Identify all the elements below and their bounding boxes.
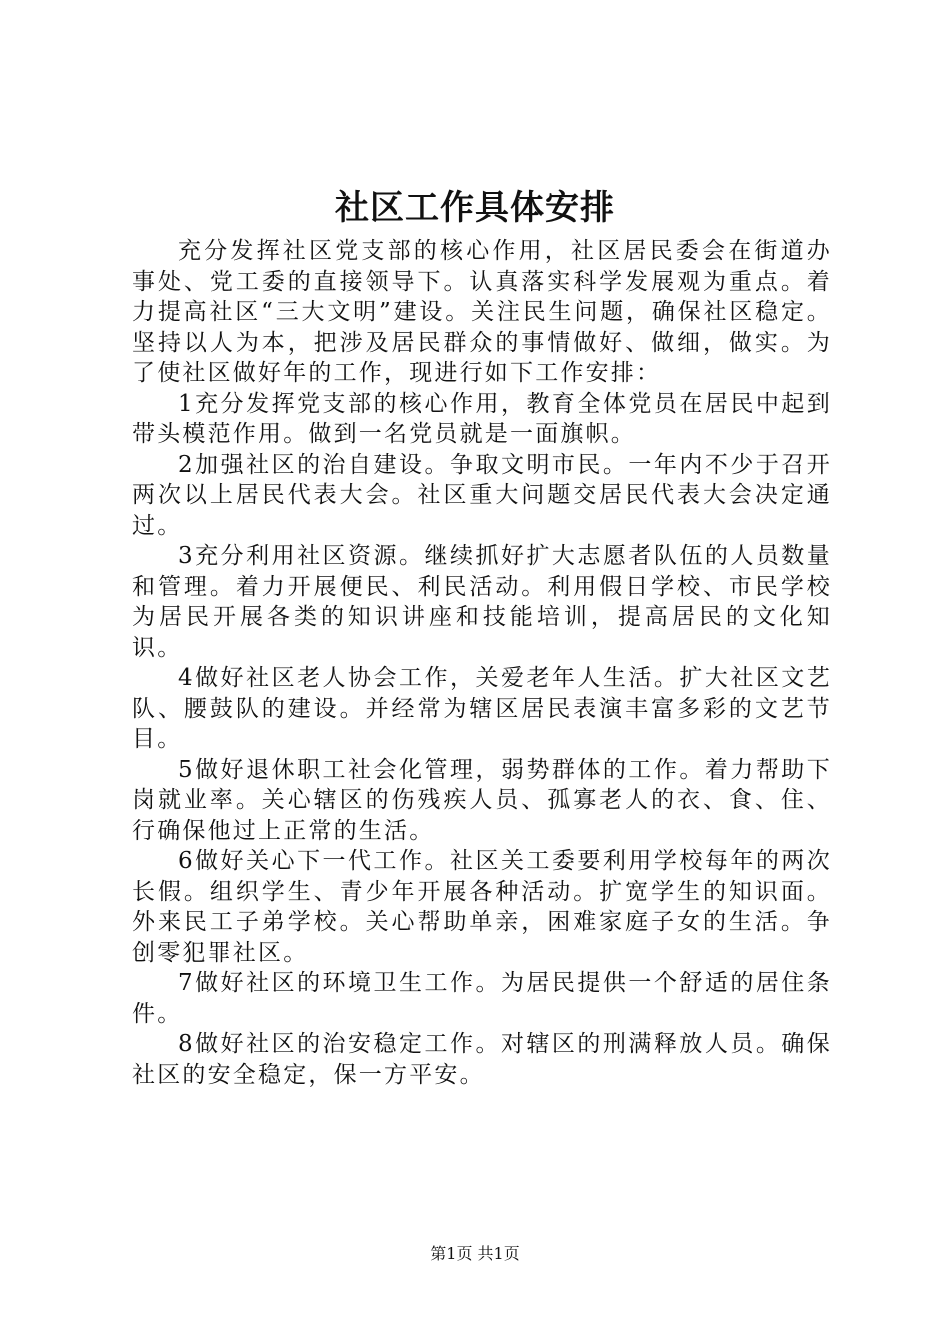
paragraph-item-8: 8做好社区的治安稳定工作。对辖区的刑满释放人员。确保社区的安全稳定，保一方平安。: [132, 1031, 832, 1088]
document-body: [132, 236, 832, 1090]
paragraph-item-1: 1充分发挥党支部的核心作用，教育全体党员在居民中起到带头模范作用。做到一名党员就是一面旗帜。: [132, 390, 832, 447]
paragraph-item-2: 2加强社区的治自建设。争取文明市民。一年内不少于召开两次以上居民代表大会。社区重大问题交居民代表大会决定通过。: [132, 451, 832, 539]
paragraph-intro: 充分发挥社区党支部的核心作用，社区居民委会在街道办事处、党工委的直接领导下。认真落实科学发展观为重点。着力提高社区“三大文明”建设。关注民生问题，确保社区稳定。坚持以人为本，把涉及居民群众的事情做好、做细，做实。为了使社区做好年的工作，现进行如下工作安排：: [132, 238, 832, 386]
paragraph-item-7: 7做好社区的环境卫生工作。为居民提供一个舒适的居住条件。: [132, 970, 832, 1027]
paragraph-item-6: 6做好关心下一代工作。社区关工委要利用学校每年的两次长假。组织学生、青少年开展各种活动。扩宽学生的知识面。外来民工子弟学校。关心帮助单亲，困难家庭子女的生活。争创零犯罪社区。: [132, 848, 832, 966]
paragraph-item-3: 3充分利用社区资源。继续抓好扩大志愿者队伍的人员数量和管理。着力开展便民、利民活动。利用假日学校、市民学校为居民开展各类的知识讲座和技能培训，提高居民的文化知识。: [132, 543, 832, 661]
paragraph-item-4: 4做好社区老人协会工作，关爱老年人生活。扩大社区文艺队、腰鼓队的建设。并经常为辖区居民表演丰富多彩的文艺节目。: [132, 665, 832, 752]
paragraph-item-5: 5做好退休职工社会化管理，弱势群体的工作。着力帮助下岗就业率。关心辖区的伤残疾人员、孤寡老人的衣、食、住、行确保他过上正常的生活。: [132, 756, 832, 844]
page-footer: 第1页 共1页: [430, 1244, 520, 1263]
document-title: 社区工作具体安排: [335, 188, 615, 228]
